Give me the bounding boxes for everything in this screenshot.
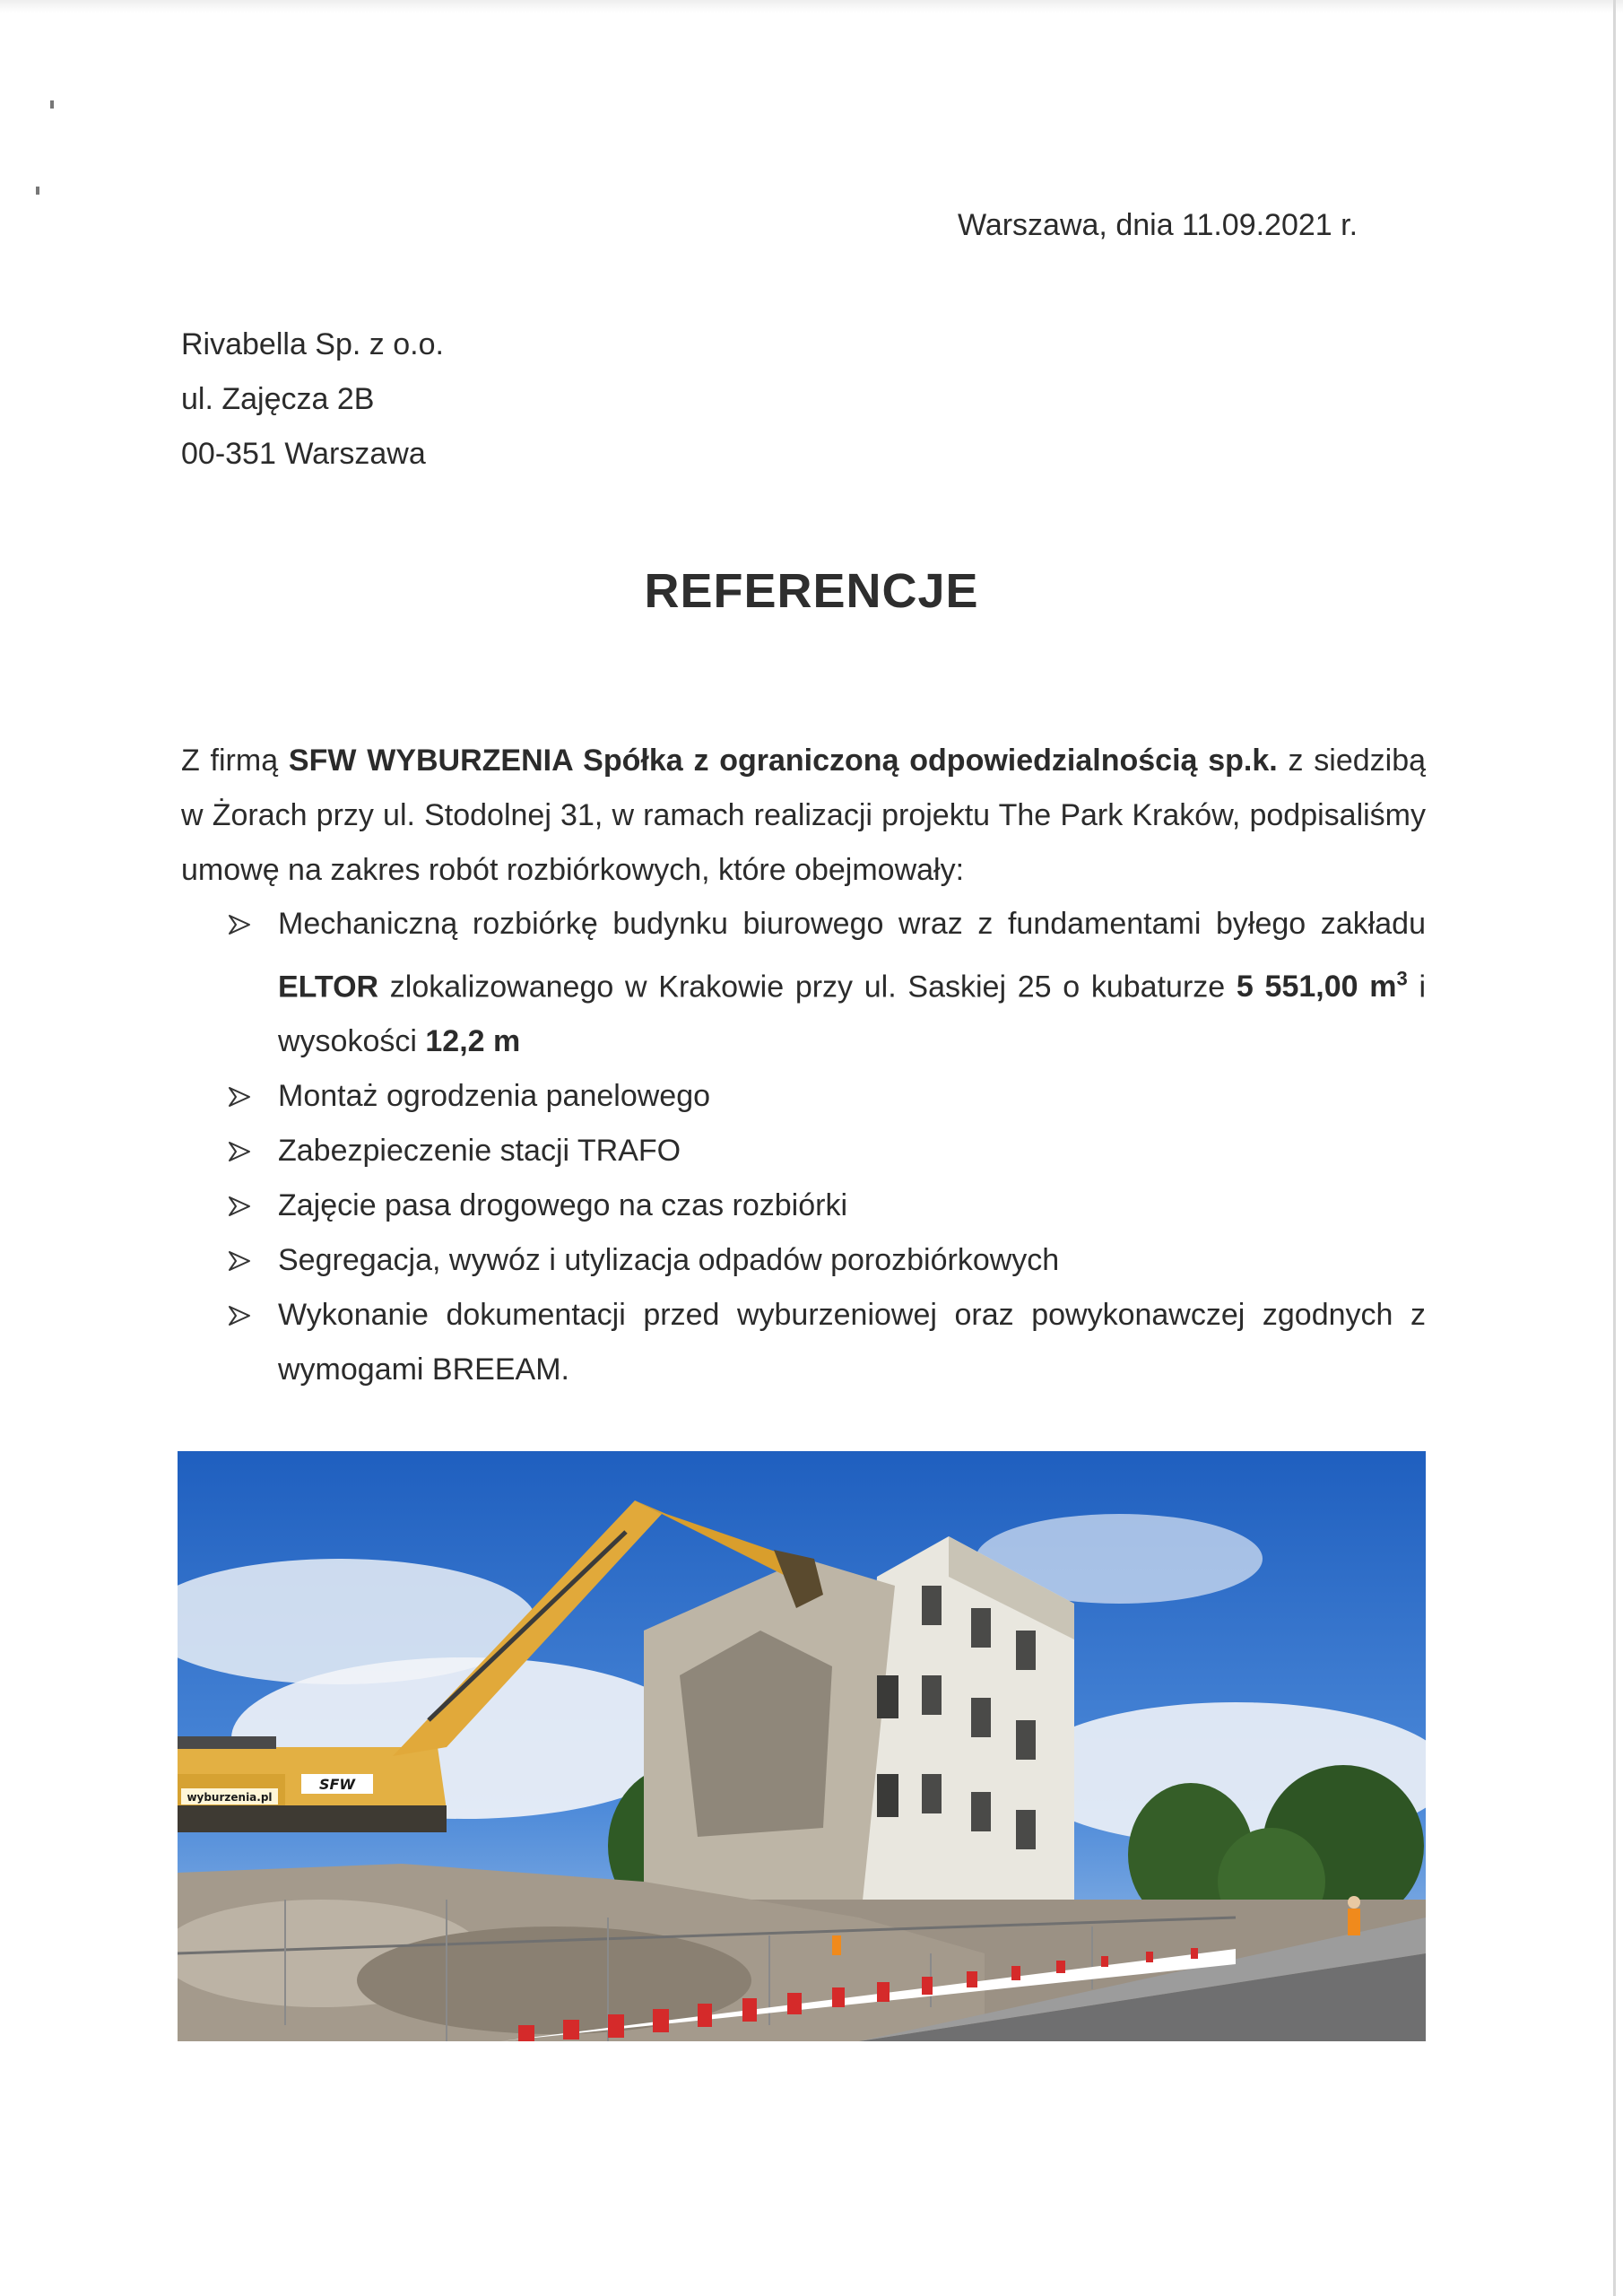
arrowhead-bullet-icon — [228, 1196, 251, 1217]
intro-text-start: Z firmą — [181, 744, 289, 778]
recipient-address — [181, 317, 444, 482]
recipient-street: ul. Zajęcza 2B — [181, 382, 375, 416]
arrowhead-bullet-icon — [228, 1305, 251, 1326]
scan-speck — [36, 187, 39, 195]
arrowhead-bullet-icon — [228, 1250, 251, 1272]
list-item-text: Mechaniczną rozbiórkę budynku biurowego wraz z fundamentami byłego zakładu — [278, 907, 1426, 941]
scope-list — [181, 897, 1426, 1397]
intro-paragraph — [181, 734, 1426, 898]
list-item-text: Zajęcie pasa drogowego na czas rozbiórki — [278, 1188, 848, 1223]
volume-value — [1237, 970, 1408, 1004]
scan-top-edge — [0, 0, 1623, 13]
arrowhead-bullet-icon — [228, 1086, 251, 1108]
recipient-name: Rivabella Sp. z o.o. — [181, 327, 444, 361]
list-item-text: Montaż ogrodzenia panelowego — [278, 1079, 711, 1114]
list-item — [181, 1233, 1426, 1288]
list-item — [181, 897, 1426, 1069]
list-item-text: Zabezpieczenie stacji TRAFO — [278, 1134, 681, 1169]
list-item-text: zlokalizowanego w Krakowie przy ul. Saskiej 25 o kubaturze — [378, 970, 1237, 1004]
arrowhead-bullet-icon — [228, 1141, 251, 1162]
document-title: REFERENCJE — [644, 564, 979, 618]
list-item-text: Wykonanie dokumentacji przed wyburzeniowej oraz powykonawczej zgodnych z wymogami BREEAM. — [278, 1298, 1426, 1387]
excavator-sign: wyburzenia.pl — [187, 1791, 273, 1804]
volume-exponent: 3 — [1396, 968, 1408, 990]
list-item — [181, 1124, 1426, 1178]
scan-speck — [50, 100, 54, 109]
list-item — [181, 1288, 1426, 1397]
plant-name: ELTOR — [278, 970, 379, 1004]
height-value: 12,2 m — [425, 1024, 521, 1059]
list-item-text: Segregacja, wywóz i utylizacja odpadów porozbiórkowych — [278, 1243, 1060, 1278]
demolition-photo-illustration — [178, 1451, 1426, 2041]
arrowhead-bullet-icon — [228, 914, 251, 935]
list-item — [181, 1178, 1426, 1233]
list-item — [181, 1069, 1426, 1124]
recipient-city: 00-351 Warszawa — [181, 437, 426, 471]
date-line: Warszawa, dnia 11.09.2021 r. — [958, 208, 1358, 242]
demolition-photo — [178, 1451, 1426, 2041]
company-name: SFW WYBURZENIA Spółka z ograniczoną odpowiedzialnością sp.k. — [288, 744, 1278, 778]
volume-number: 5 551,00 m — [1236, 970, 1397, 1004]
list-item-text: i wysokości — [278, 970, 1427, 1059]
scan-right-edge — [1613, 0, 1616, 2296]
excavator-logo: SFW — [318, 1776, 356, 1793]
intro-text-end: z siedzibą w Żorach przy ul. Stodolnej 31, w ramach realizacji projektu The Park Kraków, podpisaliśmy umowę na zakres robót rozbiórkowych, które obejmowały: — [181, 744, 1427, 887]
